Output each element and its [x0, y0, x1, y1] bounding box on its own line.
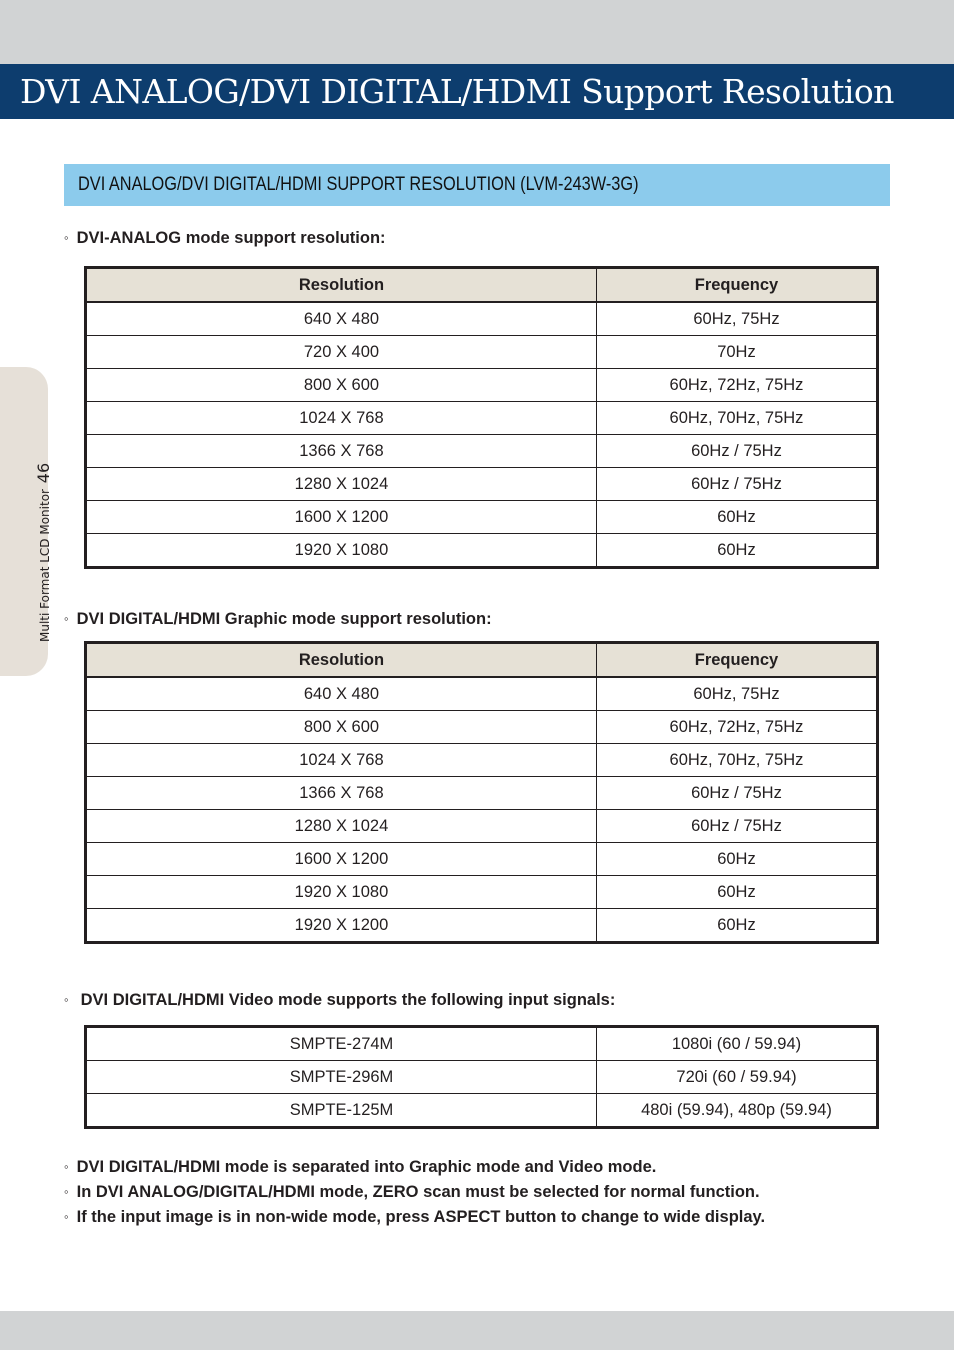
note-text: If the input image is in non-wide mode, press ASPECT button to change to wide display.: [76, 1208, 766, 1226]
table-row: [86, 302, 878, 336]
frequency-cell: 60Hz: [596, 534, 877, 568]
table-row: [86, 711, 878, 744]
table-row: [86, 876, 878, 909]
bullet-icon: ◦: [64, 1184, 69, 1199]
table-row: [86, 1027, 878, 1061]
table-row: [86, 336, 878, 369]
resolution-cell: 1280 X 1024: [86, 810, 597, 843]
video-heading: [64, 991, 615, 1010]
resolution-cell: 1366 X 768: [86, 435, 597, 468]
resolution-cell: 640 X 480: [86, 302, 597, 336]
top-band: [0, 0, 954, 64]
resolution-cell: 800 X 600: [86, 369, 597, 402]
analog-heading: [64, 229, 386, 248]
column-header-resolution: Resolution: [86, 268, 597, 303]
analog-heading-text: DVI-ANALOG mode support resolution:: [76, 229, 386, 247]
resolution-cell: 720 X 400: [86, 336, 597, 369]
signal-cell: 1080i (60 / 59.94): [596, 1027, 877, 1061]
note-item: [64, 1155, 765, 1180]
table-header-row: [86, 268, 878, 303]
bullet-icon: ◦: [64, 992, 69, 1007]
note-item: [64, 1205, 765, 1230]
frequency-cell: 60Hz / 75Hz: [596, 810, 877, 843]
table-row: [86, 369, 878, 402]
table-row: [86, 677, 878, 711]
analog-resolution-table: [84, 266, 879, 569]
table-row: [86, 435, 878, 468]
frequency-cell: 60Hz, 72Hz, 75Hz: [596, 369, 877, 402]
digital-heading-text: DVI DIGITAL/HDMI Graphic mode support resolution:: [76, 610, 492, 628]
resolution-cell: 1280 X 1024: [86, 468, 597, 501]
note-text: In DVI ANALOG/DIGITAL/HDMI mode, ZERO scan must be selected for normal function.: [76, 1183, 760, 1201]
section-title: DVI ANALOG/DVI DIGITAL/HDMI SUPPORT RESOLUTION (LVM-243W-3G): [78, 174, 639, 195]
frequency-cell: 60Hz: [596, 843, 877, 876]
frequency-cell: 60Hz, 70Hz, 75Hz: [596, 402, 877, 435]
table-row: [86, 468, 878, 501]
resolution-cell: 1920 X 1080: [86, 876, 597, 909]
standard-cell: SMPTE-125M: [86, 1094, 597, 1128]
table-row: [86, 402, 878, 435]
page-title: DVI ANALOG/DVI DIGITAL/HDMI Support Resolution: [0, 64, 954, 119]
frequency-cell: 70Hz: [596, 336, 877, 369]
notes-list: [64, 1155, 765, 1230]
column-header-frequency: Frequency: [596, 643, 877, 678]
column-header-frequency: Frequency: [596, 268, 877, 303]
bullet-icon: ◦: [64, 1209, 69, 1224]
resolution-cell: 1920 X 1200: [86, 909, 597, 943]
frequency-cell: 60Hz / 75Hz: [596, 435, 877, 468]
digital-heading: [64, 610, 492, 629]
resolution-cell: 1024 X 768: [86, 402, 597, 435]
note-item: [64, 1180, 765, 1205]
frequency-cell: 60Hz, 70Hz, 75Hz: [596, 744, 877, 777]
video-heading-text: DVI DIGITAL/HDMI Video mode supports the following input signals:: [80, 991, 616, 1009]
table-row: [86, 1094, 878, 1128]
standard-cell: SMPTE-296M: [86, 1061, 597, 1094]
resolution-cell: 800 X 600: [86, 711, 597, 744]
side-tab-text: Multi Format LCD Monitor: [38, 489, 52, 642]
table-row: [86, 909, 878, 943]
video-signal-table: [84, 1025, 879, 1129]
bullet-icon: ◦: [64, 1159, 69, 1174]
table-row: [86, 843, 878, 876]
bullet-icon: ◦: [64, 611, 69, 626]
resolution-cell: 1600 X 1200: [86, 843, 597, 876]
resolution-cell: 640 X 480: [86, 677, 597, 711]
table-row: [86, 777, 878, 810]
frequency-cell: 60Hz: [596, 501, 877, 534]
frequency-cell: 60Hz / 75Hz: [596, 777, 877, 810]
resolution-cell: 1600 X 1200: [86, 501, 597, 534]
resolution-cell: 1366 X 768: [86, 777, 597, 810]
table-row: [86, 534, 878, 568]
resolution-cell: 1920 X 1080: [86, 534, 597, 568]
resolution-cell: 1024 X 768: [86, 744, 597, 777]
standard-cell: SMPTE-274M: [86, 1027, 597, 1061]
frequency-cell: 60Hz, 75Hz: [596, 677, 877, 711]
table-row: [86, 810, 878, 843]
table-row: [86, 501, 878, 534]
side-tab-label: [34, 463, 53, 642]
frequency-cell: 60Hz, 72Hz, 75Hz: [596, 711, 877, 744]
table-row: [86, 744, 878, 777]
page-number: 46: [34, 462, 53, 484]
frequency-cell: 60Hz: [596, 876, 877, 909]
digital-resolution-table: [84, 641, 879, 944]
frequency-cell: 60Hz: [596, 909, 877, 943]
signal-cell: 720i (60 / 59.94): [596, 1061, 877, 1094]
column-header-resolution: Resolution: [86, 643, 597, 678]
section-title-bar: [64, 164, 890, 206]
table-row: [86, 1061, 878, 1094]
frequency-cell: 60Hz, 75Hz: [596, 302, 877, 336]
note-text: DVI DIGITAL/HDMI mode is separated into Graphic mode and Video mode.: [76, 1158, 657, 1176]
frequency-cell: 60Hz / 75Hz: [596, 468, 877, 501]
table-header-row: [86, 643, 878, 678]
bullet-icon: ◦: [64, 230, 69, 245]
signal-cell: 480i (59.94), 480p (59.94): [596, 1094, 877, 1128]
bottom-band: [0, 1311, 954, 1350]
